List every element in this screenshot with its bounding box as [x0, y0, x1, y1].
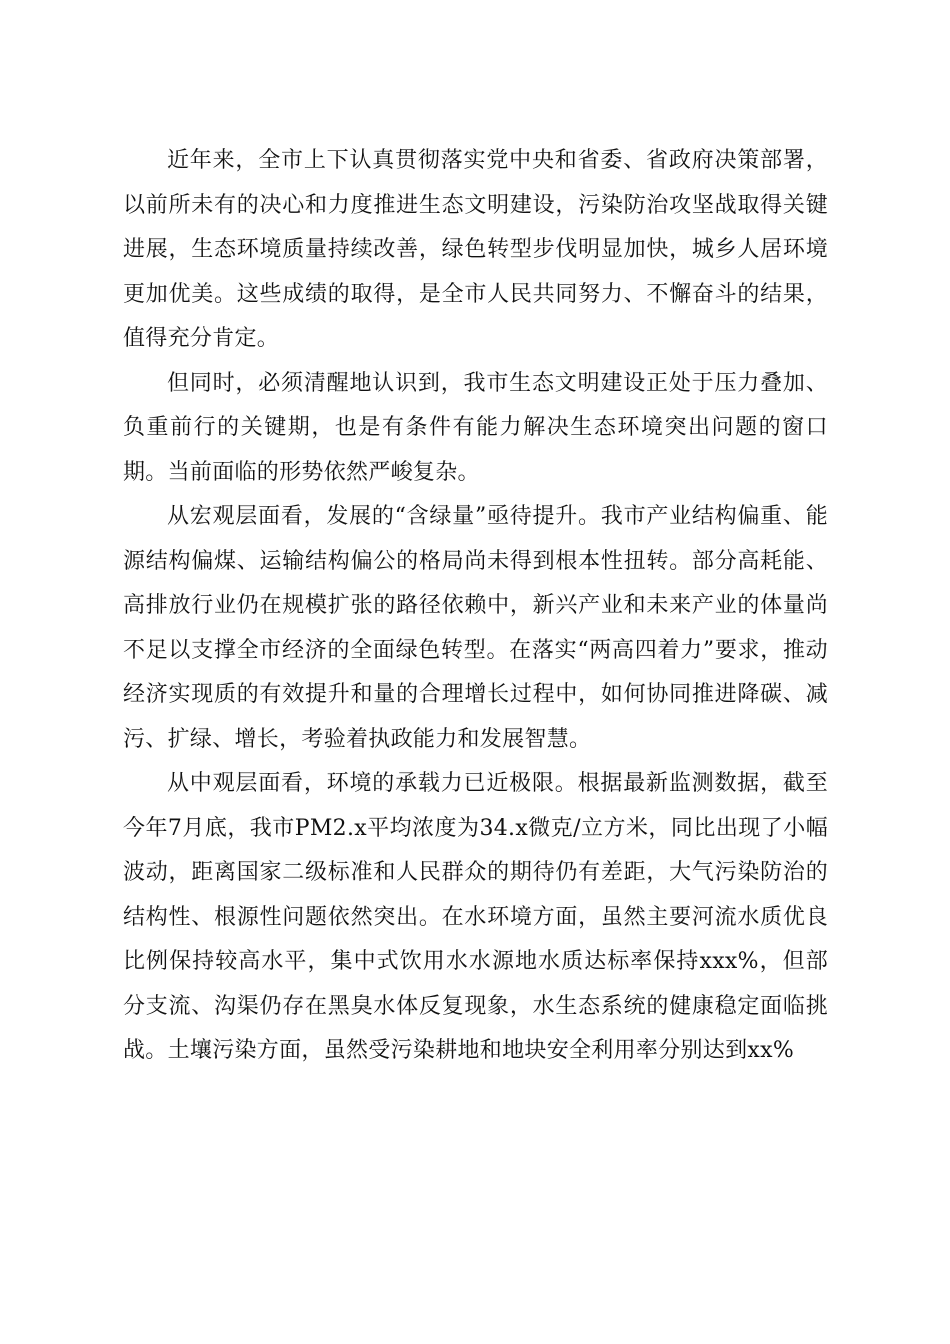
- paragraph-achievements: 近年来，全市上下认真贯彻落实党中央和省委、省政府决策部署，以前所未有的决心和力度推进生态文明建设，污染防治攻坚战取得关键进展，生态环境质量持续改善，绿色转型步伐明显加快，城乡人居环境更加优美。这些成绩的取得，是全市人民共同努力、不懈奋斗的结果，值得充分肯定。: [123, 148, 828, 351]
- paragraph-situation: 但同时，必须清醒地认识到，我市生态文明建设正处于压力叠加、负重前行的关键期，也是有条件有能力解决生态环境突出问题的窗口期。当前面临的形势依然严峻复杂。: [123, 370, 828, 485]
- paragraph-macro-level: 从宏观层面看，发展的“含绿量”亟待提升。我市产业结构偏重、能源结构偏煤、运输结构偏公的格局尚未得到根本性扭转。部分高耗能、高排放行业仍在规模扩张的路径依赖中，新兴产业和未来产业的体量尚不足以支撑全市经济的全面绿色转型。在落实“两高四着力”要求，推动经济实现质的有效提升和量的合理增长过程中，如何协同推进降碳、减污、扩绿、增长，考验着执政能力和发展智慧。: [123, 504, 828, 752]
- paragraph-meso-level: 从中观层面看，环境的承载力已近极限。根据最新监测数据，截至今年7月底，我市PM2.x平均浓度为34.x微克/立方米，同比出现了小幅波动，距离国家二级标准和人民群众的期待仍有差距，大气污染防治的结构性、根源性问题依然突出。在水环境方面，虽然主要河流水质优良比例保持较高水平，集中式饮用水水源地水质达标率保持xxx%，但部分支流、沟渠仍存在黑臭水体反复现象，水生态系统的健康稳定面临挑战。土壤污染方面，虽然受污染耕地和地块安全利用率分别达到xx%: [123, 771, 828, 1063]
- document-body: [123, 139, 828, 1074]
